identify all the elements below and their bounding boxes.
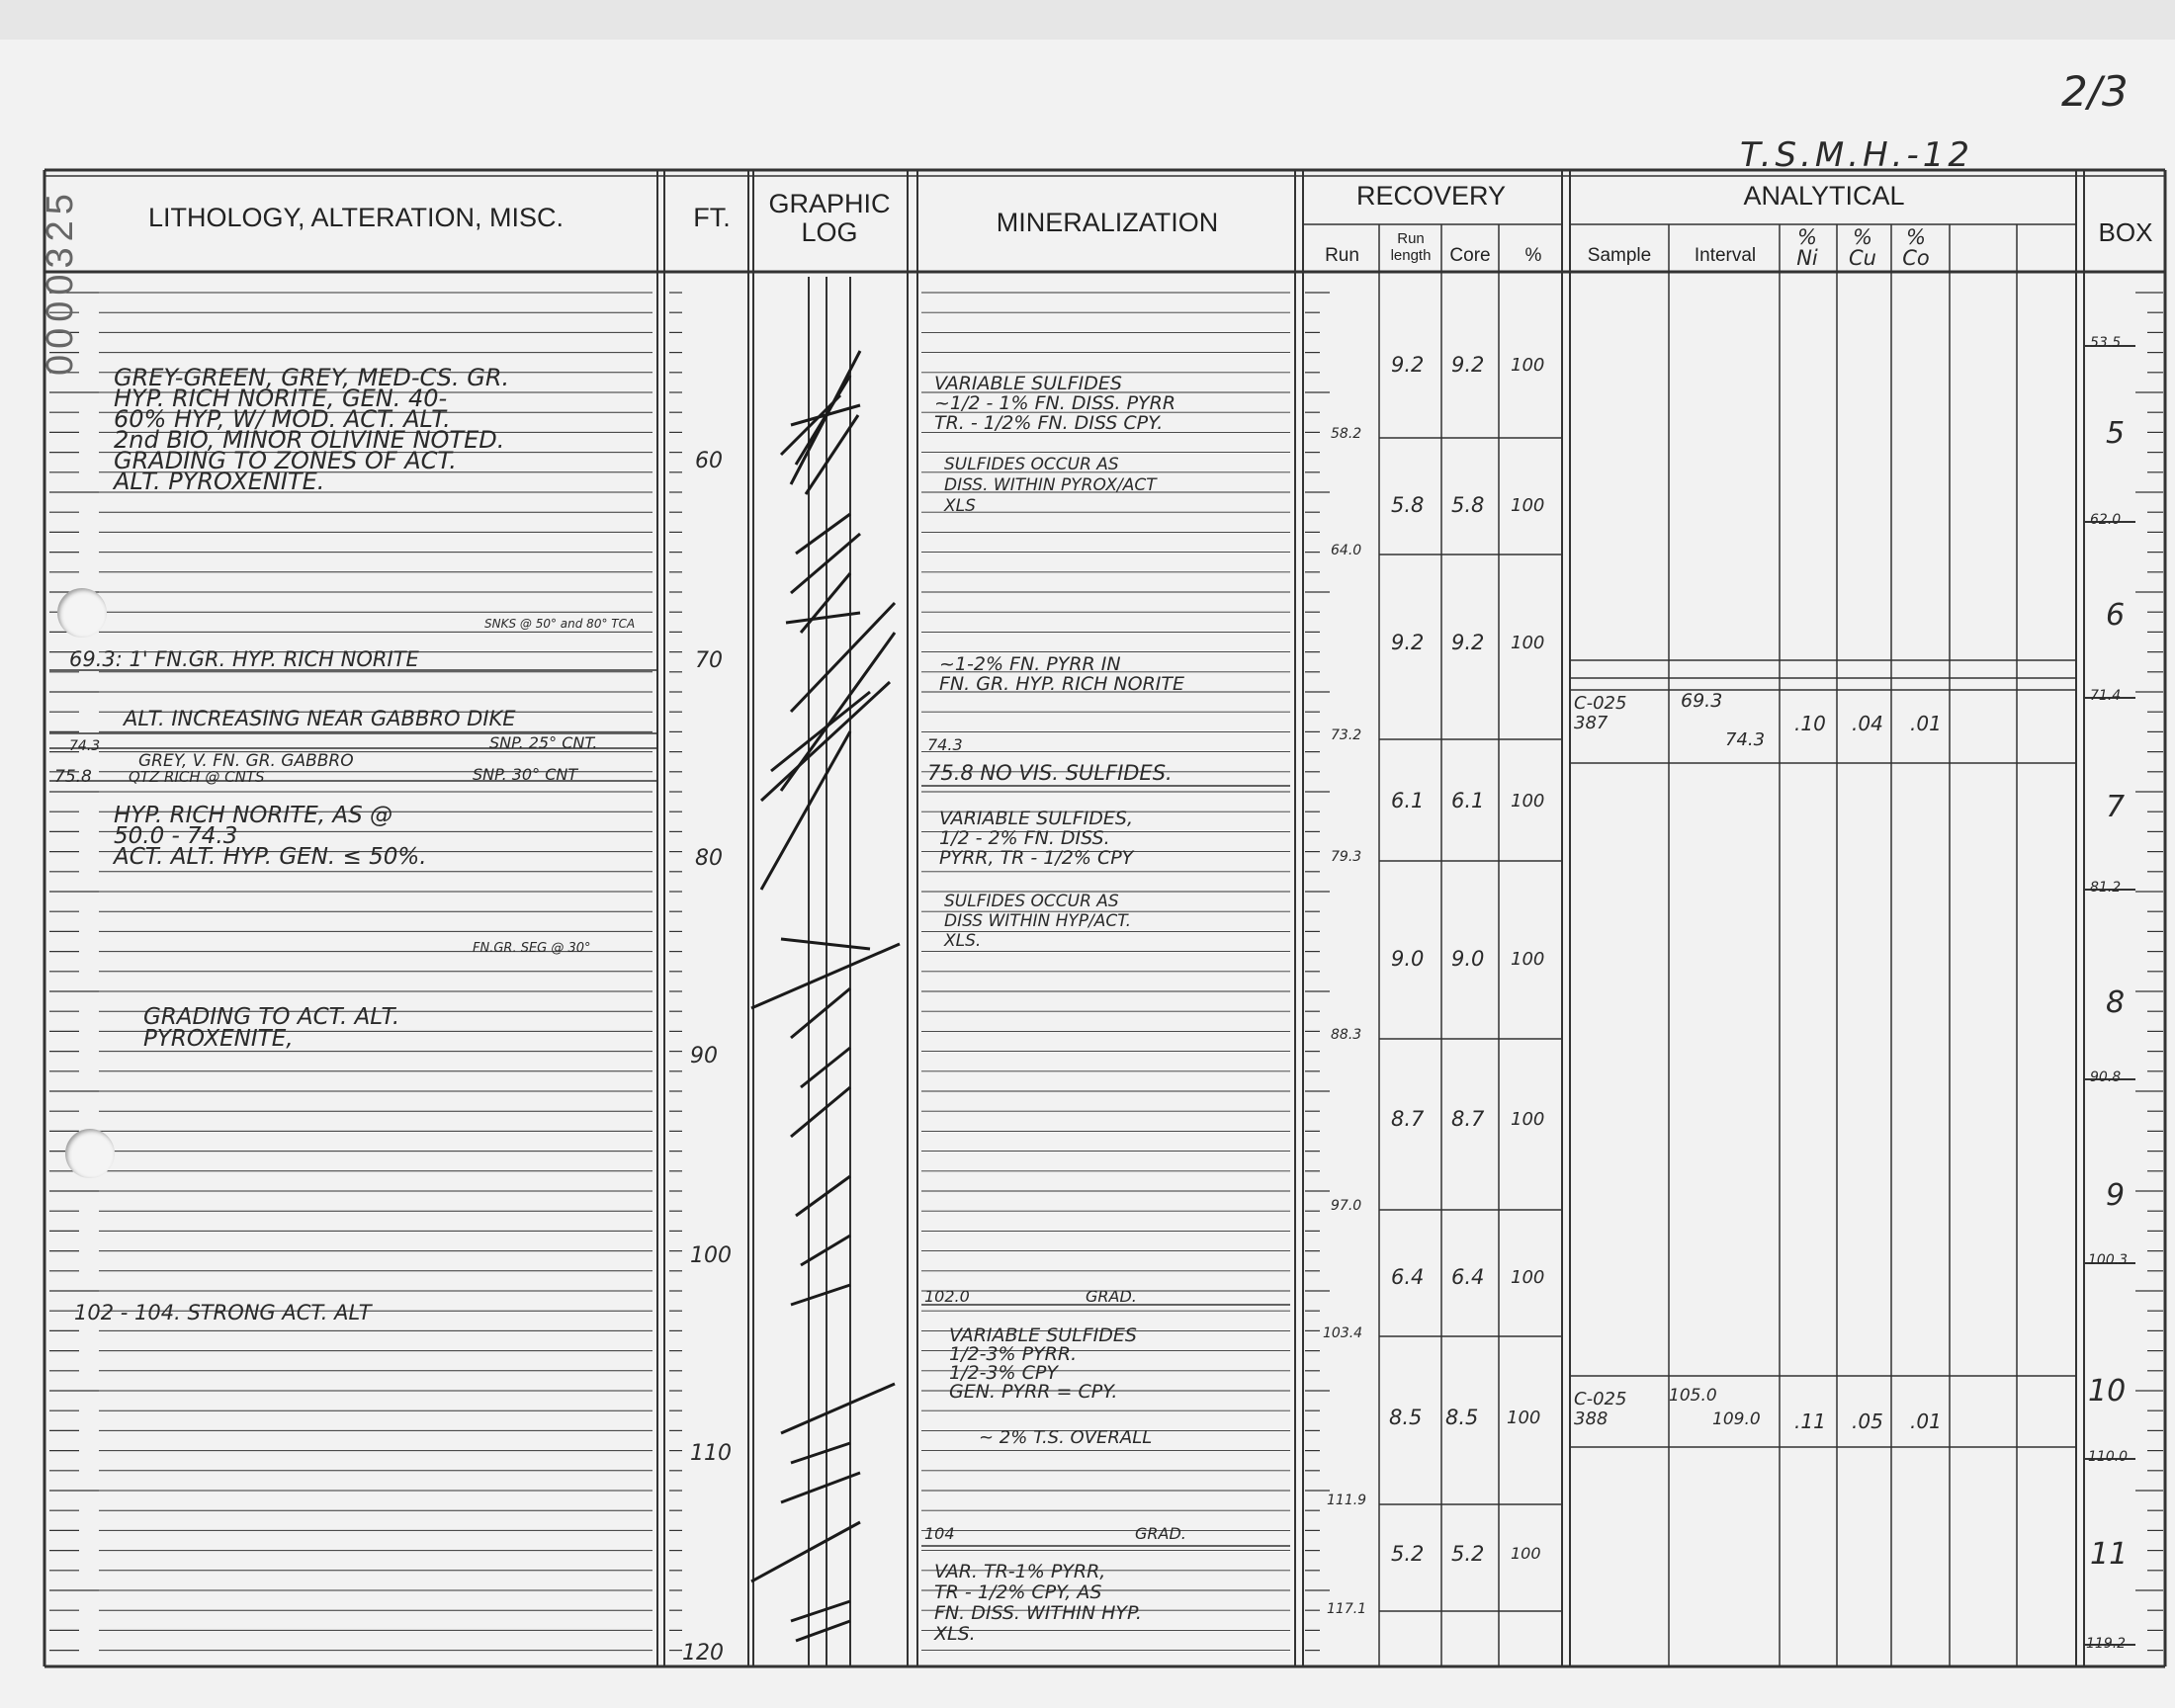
lithology-75-8: 75.8 — [54, 767, 92, 787]
box-depth: 53.5 — [2090, 335, 2122, 351]
run-length-value: 9.2 — [1391, 631, 1425, 654]
box-depth: 119.2 — [2086, 1636, 2127, 1652]
box-depth: 90.8 — [2090, 1069, 2122, 1085]
mineralization-74-3: 74.3 — [927, 735, 963, 754]
document-stamp: 0000325 — [40, 188, 81, 376]
run-depth-64-0: 64.0 — [1331, 543, 1362, 558]
core-value: 9.2 — [1451, 631, 1485, 654]
run-depth-97-0: 97.0 — [1331, 1198, 1362, 1214]
lithology-snp25: SNP. 25° CNT. — [489, 733, 598, 752]
mineralization-note-3: ~1-2% FN. PYRR IN FN. GR. HYP. RICH NORITE — [939, 653, 1185, 695]
run-length-value: 6.4 — [1391, 1265, 1425, 1289]
lithology-69-3-note: 69.3: 1' FN.GR. HYP. RICH NORITE — [69, 647, 419, 671]
pct-value: 100 — [1511, 949, 1545, 970]
header-run: Run — [1325, 245, 1359, 266]
header-lithology: LITHOLOGY, ALTERATION, MISC. — [147, 203, 565, 232]
run-length-value: 8.5 — [1389, 1406, 1423, 1429]
lithology-snp30: SNP. 30° CNT — [473, 765, 578, 784]
mineralization-note-6: VARIABLE SULFIDES, 1/2 - 2% FN. DISS. PYRR, TR - 1/2% CPY — [939, 808, 1134, 869]
header-graphic-log: GRAPHIC LOG — [768, 189, 891, 247]
core-value: 5.2 — [1451, 1542, 1485, 1566]
header-analytical: ANALYTICAL — [1743, 181, 1905, 211]
core-value: 6.1 — [1451, 789, 1485, 812]
pct-value: 100 — [1511, 1267, 1545, 1288]
lithology-grading-note: GRADING TO ACT. ALT. PYROXENITE, — [143, 1004, 400, 1052]
header-ft: FT. — [693, 203, 731, 232]
header-core: Core — [1449, 245, 1491, 266]
cu-value: .05 — [1852, 1409, 1883, 1433]
lithology-74-3: 74.3 — [69, 738, 101, 754]
lithology-main-note: GREY-GREEN, GREY, MED-CS. GR. HYP. RICH NORITE, GEN. 40- 60% HYP, W/ MOD. ACT. ALT. 2nd BIO, MINOR OLIVINE NOTED. GRADING TO ZONES OF ACT. ALT. PYROXENITE. — [114, 364, 510, 495]
core-value: 5.8 — [1451, 493, 1485, 517]
lithology-hyp-note: HYP. RICH NORITE, AS @ 50.0 - 74.3 ACT. ALT. HYP. GEN. ≤ 50%. — [114, 803, 427, 870]
lithology-gabbro-note: GREY, V. FN. GR. GABBRO — [138, 751, 354, 771]
mineralization-note-5: 75.8 NO VIS. SULFIDES. — [927, 761, 1173, 785]
mineralization-note-10: ~ 2% T.S. OVERALL — [979, 1427, 1153, 1448]
run-length-value: 8.7 — [1391, 1107, 1425, 1131]
depth-label-70: 70 — [695, 648, 723, 673]
depth-label-100: 100 — [690, 1243, 732, 1268]
core-value: 9.2 — [1451, 353, 1485, 377]
mineralization-note-1: VARIABLE SULFIDES ~1/2 - 1% FN. DISS. PYRR TR. - 1/2% FN. DISS CPY. — [934, 373, 1176, 434]
run-length-value: 9.2 — [1391, 353, 1425, 377]
binder-hole-bottom — [65, 1129, 115, 1178]
run-length-value: 5.8 — [1391, 493, 1425, 517]
core-value: 8.5 — [1445, 1406, 1479, 1429]
box-depth: 62.0 — [2090, 512, 2122, 528]
pct-value: 100 — [1507, 1408, 1541, 1428]
lithology-alt-note: ALT. INCREASING NEAR GABBRO DIKE — [124, 707, 516, 730]
core-value: 9.0 — [1451, 947, 1485, 971]
header-ni: % Ni — [1796, 225, 1818, 270]
ni-value: .11 — [1794, 1409, 1826, 1433]
header-recovery: RECOVERY — [1355, 181, 1507, 211]
sample-id: C-025 387 — [1574, 693, 1627, 733]
cu-value: .04 — [1852, 712, 1883, 735]
core-value: 6.4 — [1451, 1265, 1485, 1289]
box-number: 10 — [2088, 1374, 2127, 1409]
pct-value: 100 — [1511, 1544, 1541, 1563]
lithology-snks-note: SNKS @ 50° and 80° TCA — [484, 617, 636, 631]
depth-label-90: 90 — [690, 1044, 718, 1068]
header-run-length: Run length — [1390, 230, 1432, 264]
co-value: .01 — [1910, 712, 1942, 735]
pct-value: 100 — [1511, 791, 1545, 811]
pct-value: 100 — [1511, 1109, 1545, 1130]
core-value: 8.7 — [1451, 1107, 1485, 1131]
lithology-qtz-note: QTZ RICH @ CNTS — [129, 768, 265, 786]
header-interval: Interval — [1694, 245, 1757, 266]
mineralization-note-12: VAR. TR-1% PYRR, TR - 1/2% CPY, AS FN. DISS. WITHIN HYP. XLS. — [934, 1561, 1142, 1645]
header-mineralization: MINERALIZATION — [996, 208, 1219, 237]
pct-value: 100 — [1511, 355, 1545, 376]
box-number: 5 — [2106, 416, 2126, 451]
header-cu: % Cu — [1849, 225, 1876, 270]
lithology-fngr-note: FN.GR. SEG @ 30° — [473, 941, 591, 956]
box-depth: 110.0 — [2088, 1449, 2129, 1465]
pct-value: 100 — [1511, 633, 1545, 653]
paper — [0, 40, 2175, 1708]
interval-to: 109.0 — [1712, 1409, 1761, 1429]
mineralization-102-0: 102.0 — [924, 1287, 970, 1306]
run-length-value: 9.0 — [1391, 947, 1425, 971]
header-co: % Co — [1902, 225, 1930, 270]
interval-to: 74.3 — [1725, 729, 1766, 750]
interval-from: 69.3 — [1681, 690, 1723, 712]
run-depth-111-9: 111.9 — [1327, 1493, 1367, 1508]
run-length-value: 5.2 — [1391, 1542, 1425, 1566]
run-depth-79-3: 79.3 — [1331, 849, 1362, 865]
hole-id: T.S.M.H.-12 — [1740, 135, 1973, 175]
mineralization-grad-1: GRAD. — [1086, 1287, 1137, 1306]
lithology-strong-alt-note: 102 - 104. STRONG ACT. ALT — [74, 1301, 372, 1324]
depth-label-60: 60 — [695, 449, 723, 473]
box-number: 8 — [2106, 985, 2126, 1020]
box-number: 9 — [2106, 1178, 2126, 1213]
mineralization-note-7: SULFIDES OCCUR AS DISS WITHIN HYP/ACT. XLS. — [944, 892, 1132, 951]
box-depth: 81.2 — [2090, 880, 2122, 896]
mineralization-note-9: VARIABLE SULFIDES 1/2-3% PYRR. 1/2-3% CPY GEN. PYRR = CPY. — [949, 1324, 1137, 1403]
sample-id: C-025 388 — [1574, 1389, 1627, 1429]
run-length-value: 6.1 — [1391, 789, 1425, 812]
box-depth: 100.3 — [2088, 1252, 2129, 1268]
depth-label-120: 120 — [682, 1641, 724, 1665]
mineralization-note-2: SULFIDES OCCUR AS DISS. WITHIN PYROX/ACT XLS — [944, 455, 1157, 516]
run-depth-103-4: 103.4 — [1323, 1325, 1363, 1341]
header-sample: Sample — [1587, 245, 1652, 266]
run-depth-88-3: 88.3 — [1331, 1027, 1362, 1043]
box-number: 11 — [2090, 1537, 2129, 1572]
header-pct: % — [1524, 245, 1542, 266]
run-depth-58-2: 58.2 — [1331, 426, 1362, 442]
header-box: BOX — [2098, 217, 2153, 247]
depth-label-110: 110 — [690, 1441, 732, 1466]
run-depth-73-2: 73.2 — [1331, 727, 1362, 743]
box-number: 6 — [2106, 598, 2126, 633]
box-number: 7 — [2106, 790, 2126, 824]
mineralization-104: 104 — [924, 1524, 955, 1543]
binder-hole-top — [57, 588, 107, 638]
mineralization-grad-2: GRAD. — [1135, 1524, 1186, 1543]
depth-label-80: 80 — [695, 846, 723, 871]
pct-value: 100 — [1511, 495, 1545, 516]
ni-value: .10 — [1794, 712, 1826, 735]
co-value: .01 — [1910, 1409, 1942, 1433]
page-label: 2/3 — [2061, 67, 2129, 116]
interval-from: 105.0 — [1669, 1386, 1717, 1406]
run-depth-117-1: 117.1 — [1327, 1601, 1367, 1617]
box-depth: 71.4 — [2090, 688, 2122, 704]
